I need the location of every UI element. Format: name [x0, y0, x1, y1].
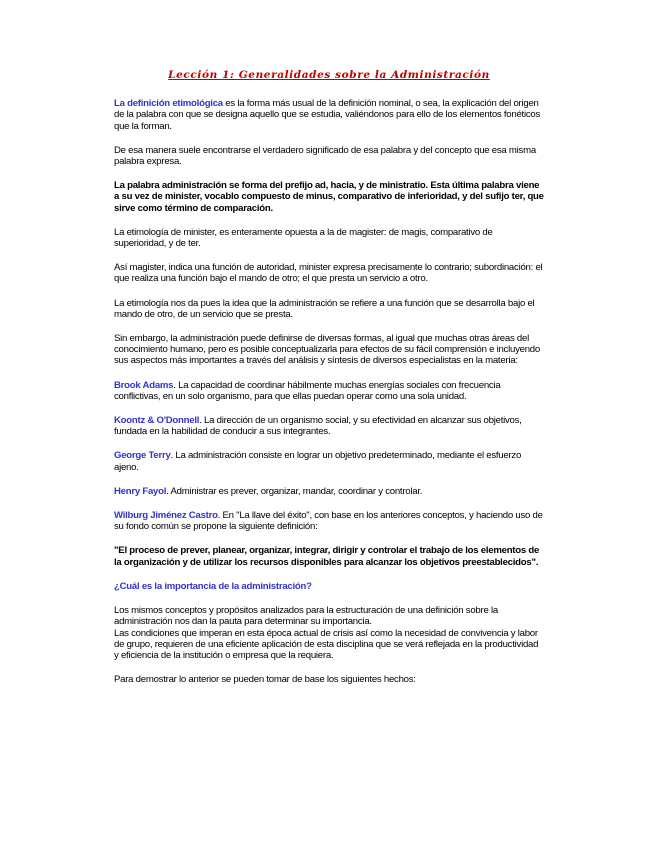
- definition-text: . En "La llave del éxito", con base en los anteriores conceptos, y haciendo uso de su fondo común se propone la siguiente definición:: [114, 510, 543, 533]
- document-body: [114, 70, 544, 698]
- section-subheading: ¿Cuál es la importancia de la administración?: [114, 580, 312, 592]
- paragraph-meaning: De esa manera suele encontrarse el verdadero significado de esa palabra y del concepto que esa misma palabra expresa.: [114, 144, 536, 168]
- definition-text: . La administración consiste en lograr un objetivo predeterminado, mediante el esfuerzo ajeno.: [114, 450, 522, 473]
- definition-text: . La dirección de un organismo social, y su efectividad en alcanzar sus objetivos, fundada en la habilidad de conducir a sus integrantes.: [114, 415, 522, 438]
- author-name: Koontz & O'Donnell: [114, 415, 200, 427]
- paragraph-magister: Así magister, indica una función de autoridad, minister expresa precisamente lo contrario; subordinación: el que realiza una función bajo el mando de otro; el que presta un servicio a otro.: [114, 262, 543, 285]
- paragraph-word-origin: La palabra administración se forma del prefijo ad, hacia, y de ministratio. Esta última palabra viene a su vez de minister, vocablo compuesto de minus, comparativo de inferioridad, y del sufijo ter, que sirve como término de comparación.: [114, 180, 544, 214]
- author-name: Brook Adams: [114, 379, 174, 391]
- highlight-term: La definición etimológica: [114, 98, 223, 110]
- author-name: George Terry: [114, 450, 171, 462]
- paragraph-closing: Para demostrar lo anterior se pueden tomar de base los siguientes hechos:: [114, 674, 416, 686]
- paragraph-definitions-intro: Sin embargo, la administración puede definirse de diversas formas, al igual que muchas otras áreas del conocimiento humano, pero es posible conceptualizarla para efectos de su fácil comprensión e incluyendo sus aspectos más importantes a través del análisis y síntesis de diversos especialistas en la materia:: [114, 333, 540, 367]
- paragraph-etymological-definition: [114, 98, 544, 132]
- definition-text: . La capacidad de coordinar hábilmente muchas energías sociales con frecuencia conflictivas, en un solo organismo, para que ellas puedan operar como una sola unidad.: [114, 379, 501, 402]
- definition-koontz-odonnell: [114, 415, 544, 437]
- paragraph-etymology-idea: La etimología nos da pues la idea que la administración se refiere a una función que se desarrolla bajo el mando de otro, de un servicio que se presta.: [114, 297, 535, 320]
- definition-text: . Administrar es prever, organizar, mandar, coordinar y controlar.: [166, 485, 423, 497]
- definition-wilburg-jimenez: [114, 510, 544, 532]
- paragraph-minister-etymology: La etimología de minister, es enteramente opuesta a la de magister: de magis, comparativo de superioridad, y de ter.: [114, 226, 493, 250]
- definition-henry-fayol: [114, 486, 544, 497]
- paragraph-text: Los mismos conceptos y propósitos analizados para la estructuración de una definición sobre la administración nos dan la pauta para determinar su importancia.: [114, 605, 498, 628]
- author-name: Henry Fayol: [114, 485, 167, 497]
- definition-brook-adams: [114, 380, 544, 402]
- definition-quote: "El proceso de prever, planear, organizar, integrar, dirigir y controlar el trabajo de los elementos de la organización y de utilizar los recursos disponibles para alcanzar los objetivos preestablecidos".: [114, 545, 540, 568]
- author-name: Wilburg Jiménez Castro: [114, 510, 218, 522]
- page-title: Lección 1: Generalidades sobre la Administración: [168, 69, 490, 81]
- paragraph-importance: [114, 605, 544, 661]
- paragraph-text: es la forma más usual de la definición nominal, o sea, la explicación del origen de la palabra con que se designa aquello que se estudia, valiéndonos para ello de los elementos fonéticos que la forman.: [114, 98, 541, 132]
- paragraph-text: Las condiciones que imperan en esta época actual de crisis así como la necesidad de convivencia y labor de grupo, requieren de una eficiente aplicación de esta disciplina que se verá reflejada en la productividad y eficiencia de la institución o empresa que la requiera.: [114, 627, 539, 661]
- definition-george-terry: [114, 450, 544, 472]
